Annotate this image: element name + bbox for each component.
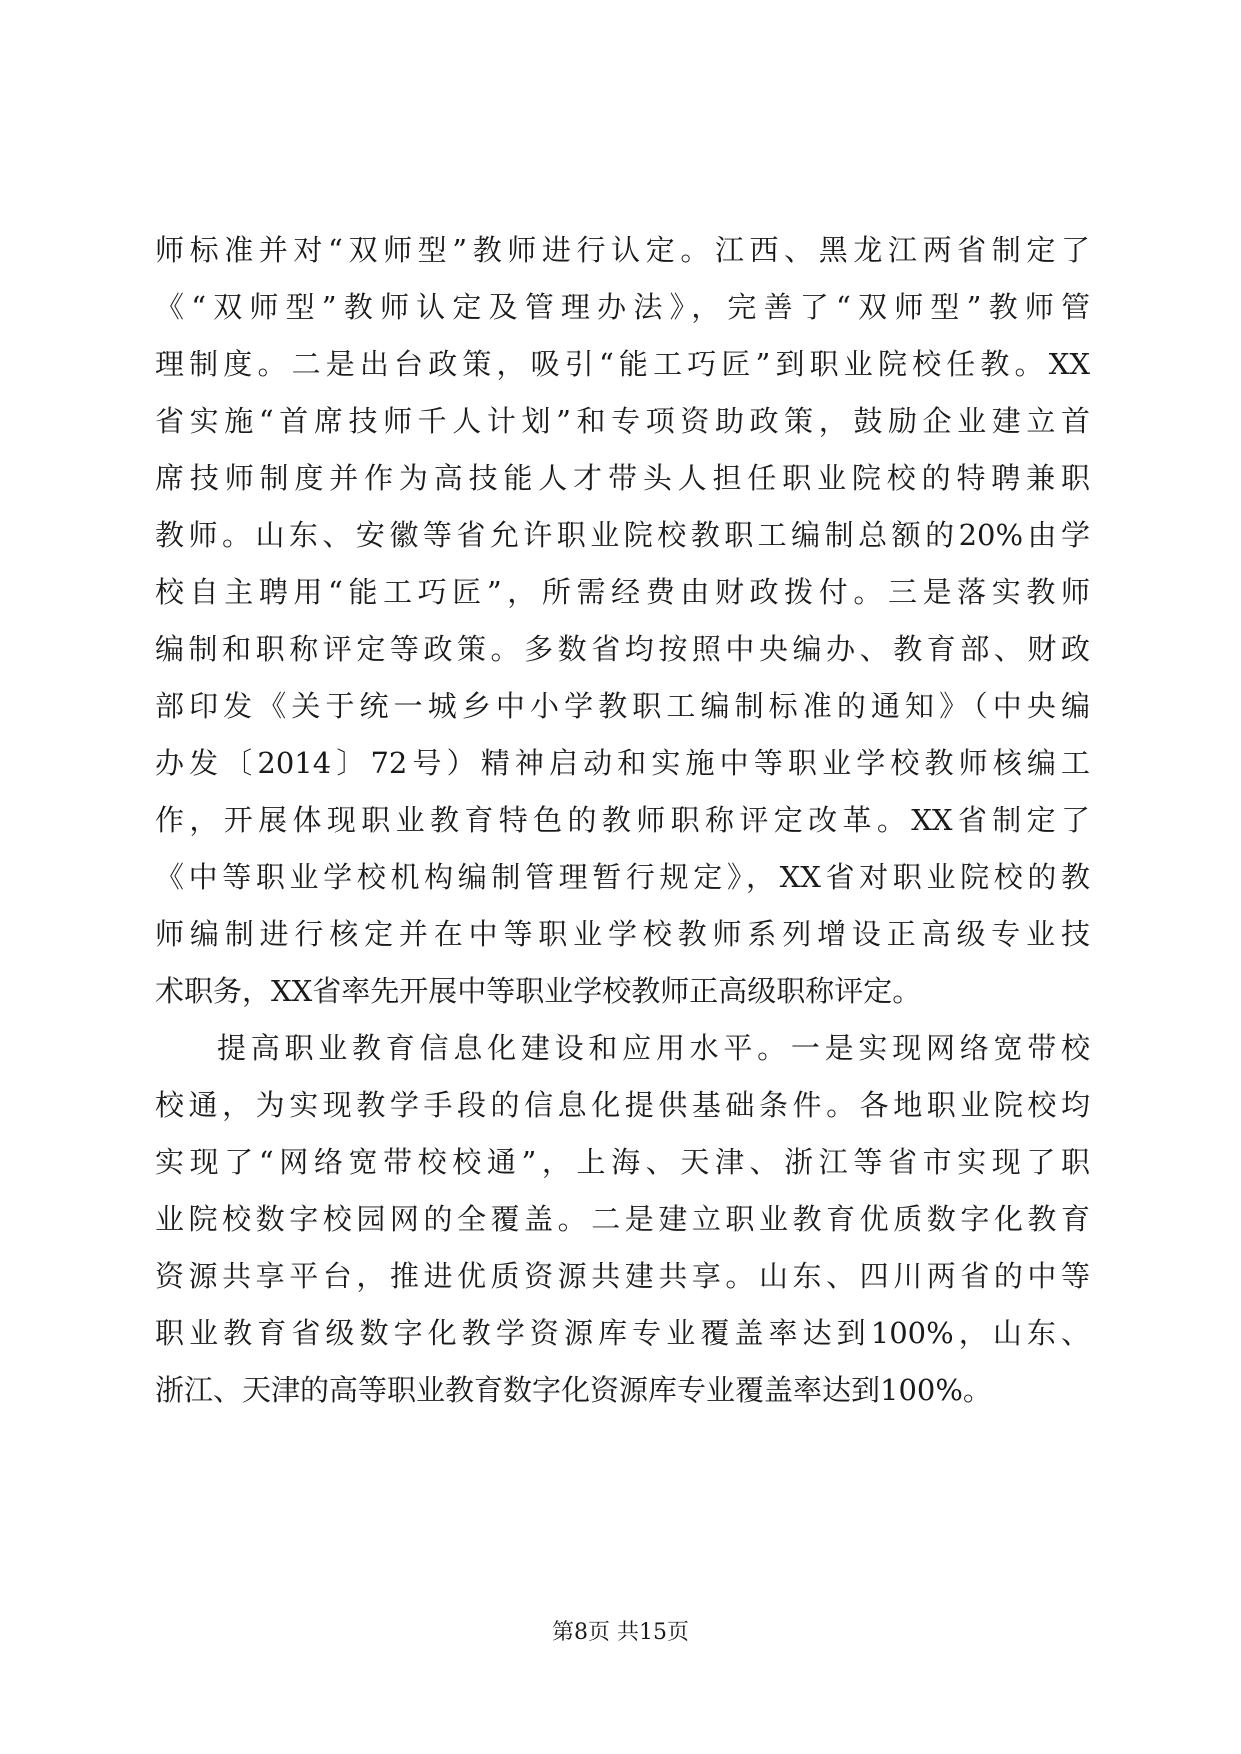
text-line: 部印发《关于统一城乡中小学教职工编制标准的通知》（中央编	[155, 689, 1090, 723]
text-line: 浙江、天津的高等职业教育数字化资源库专业覆盖率达到100%。	[155, 1373, 992, 1407]
text-line: 教师。山东、安徽等省允许职业院校教职工编制总额的20%由学	[155, 518, 1090, 552]
text-line: 师标准并对“双师型”教师进行认定。江西、黑龙江两省制定了	[155, 233, 1090, 267]
text-line: 实现了“网络宽带校校通”，上海、天津、浙江等省市实现了职	[155, 1145, 1090, 1179]
text-line: 师编制进行核定并在中等职业学校教师系列增设正高级专业技	[155, 917, 1090, 951]
text-line: 校自主聘用“能工巧匠”，所需经费由财政拨付。三是落实教师	[155, 575, 1090, 609]
text-line: 校通，为实现教学手段的信息化提供基础条件。各地职业院校均	[155, 1088, 1090, 1122]
text-line: 术职务，XX省率先开展中等职业学校教师正高级职称评定。	[155, 974, 922, 1008]
text-line: 业院校数字校园网的全覆盖。二是建立职业教育优质数字化教育	[155, 1202, 1090, 1236]
text-line: 《中等职业学校机构编制管理暂行规定》，XX省对职业院校的教	[155, 860, 1090, 894]
text-line: 资源共享平台，推进优质资源共建共享。山东、四川两省的中等	[155, 1259, 1090, 1293]
text-line: 职业教育省级数字化教学资源库专业覆盖率达到100%，山东、	[155, 1316, 1090, 1350]
page-number-footer: 第8页 共15页	[552, 1620, 689, 1645]
text-line: 席技师制度并作为高技能人才带头人担任职业院校的特聘兼职	[155, 461, 1090, 495]
text-line: 《“双师型”教师认定及管理办法》，完善了“双师型”教师管	[155, 290, 1090, 324]
text-line: 编制和职称评定等政策。多数省均按照中央编办、教育部、财政	[155, 632, 1090, 666]
text-line: 理制度。二是出台政策，吸引“能工巧匠”到职业院校任教。XX	[155, 347, 1090, 381]
paragraph-first-line: 提高职业教育信息化建设和应用水平。一是实现网络宽带校	[217, 1031, 1090, 1065]
document-body	[155, 222, 1090, 1419]
text-line: 办发〔2014〕72号）精神启动和实施中等职业学校教师核编工	[155, 746, 1090, 780]
text-line: 省实施“首席技师千人计划”和专项资助政策，鼓励企业建立首	[155, 404, 1090, 438]
text-line: 作，开展体现职业教育特色的教师职称评定改革。XX省制定了	[155, 803, 1090, 837]
